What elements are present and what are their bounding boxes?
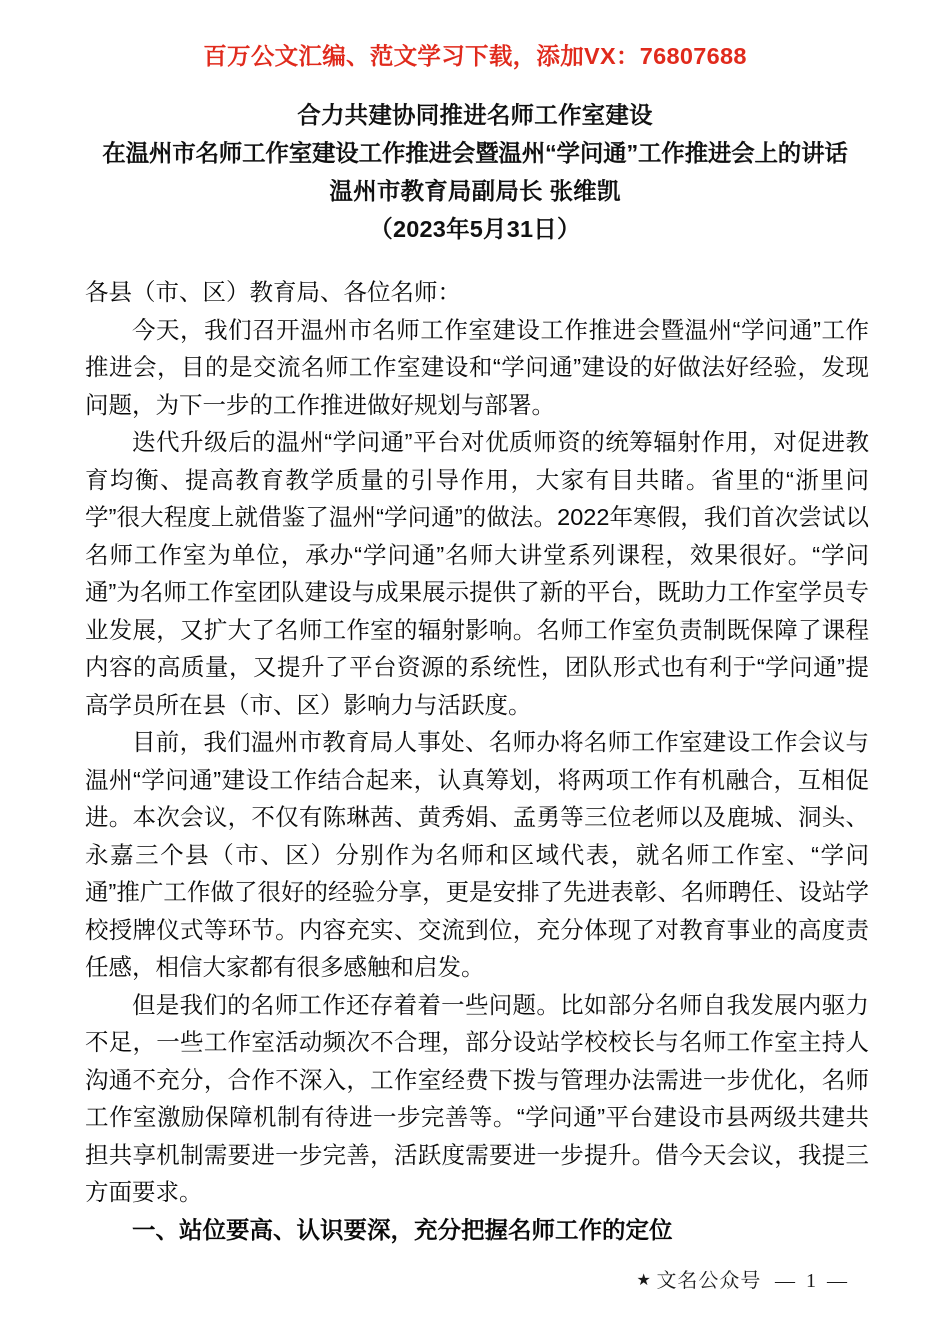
document-title-line-1: 合力共建协同推进名师工作室建设 [297,102,653,128]
footer-brand-label: 文名公众号 [656,1270,762,1292]
body-paragraph-3: 目前，我们温州市教育局人事处、名师办将名师工作室建设工作会议与温州“学问通”建设工作结合起来，认真筹划，将两项工作有机融合，互相促进。本次会议，不仅有陈琳茜、黄秀娟、孟勇等三位老师以及鹿城、洞头、永嘉三个县（市、区）分别作为名师和区域代表，就名师工作室、“学问通”推广工作做了很好的经验分享，更是安排了先进表彰、名师聘任、设站学校授牌仪式等环节。内容充实、交流到位，充分体现了对教育事业的高度责任感，相信大家都有很多感触和启发。 [85,729,869,980]
star-icon: ★ [636,1272,651,1289]
salutation-paragraph: 各县（市、区）教育局、各位名师： [85,279,461,305]
section-heading-1: 一、站位要高、认识要深，充分把握名师工作的定位 [132,1216,673,1243]
document-title-block [0,96,950,248]
document-author-line: 温州市教育局副局长 张维凯 [329,178,621,204]
body-paragraph-1: 今天，我们召开温州市名师工作室建设工作推进会暨温州“学问通”工作推进会，目的是交流名师工作室建设和“学问通”建设的好做法好经验，发现问题，为下一步的工作推进做好规划与部署。 [85,316,869,418]
page-footer [0,1266,950,1296]
body-paragraph-2: 迭代升级后的温州“学问通”平台对优质师资的统筹辐射作用，对促进教育均衡、提高教育教学质量的引导作用，大家有目共睹。省里的“浙里问学”很大程度上就借鉴了温州“学问通”的做法。2022年寒假，我们首次尝试以名师工作室为单位，承办“学问通”名师大讲堂系列课程，效果很好。“学问通”为名师工作室团队建设与成果展示提供了新的平台，既助力工作室学员专业发展，又扩大了名师工作室的辐射影响。名师工作室负责制既保障了课程内容的高质量，又提升了平台资源的系统性，团队形式也有利于“学问通”提高学员所在县（市、区）影响力与活跃度。 [85,429,869,718]
promo-banner-text: 百万公文汇编、范文学习下载，添加VX：76807688 [203,43,747,69]
body-paragraph-4: 但是我们的名师工作还存着着一些问题。比如部分名师自我发展内驱力不足，一些工作室活动频次不合理，部分设站学校校长与名师工作室主持人沟通不充分，合作不深入，工作室经费下拨与管理办法需进一步优化，名师工作室激励保障机制有待进一步完善等。“学问通”平台建设市县两级共建共担共享机制需要进一步完善，活跃度需要进一步提升。借今天会议，我提三方面要求。 [85,991,869,1205]
document-body [85,274,869,1249]
document-date-line: （2023年5月31日） [369,216,581,242]
document-title-line-2: 在温州市名师工作室建设工作推进会暨温州“学问通”工作推进会上的讲话 [102,140,848,166]
page-number: — 1 — [775,1270,850,1292]
